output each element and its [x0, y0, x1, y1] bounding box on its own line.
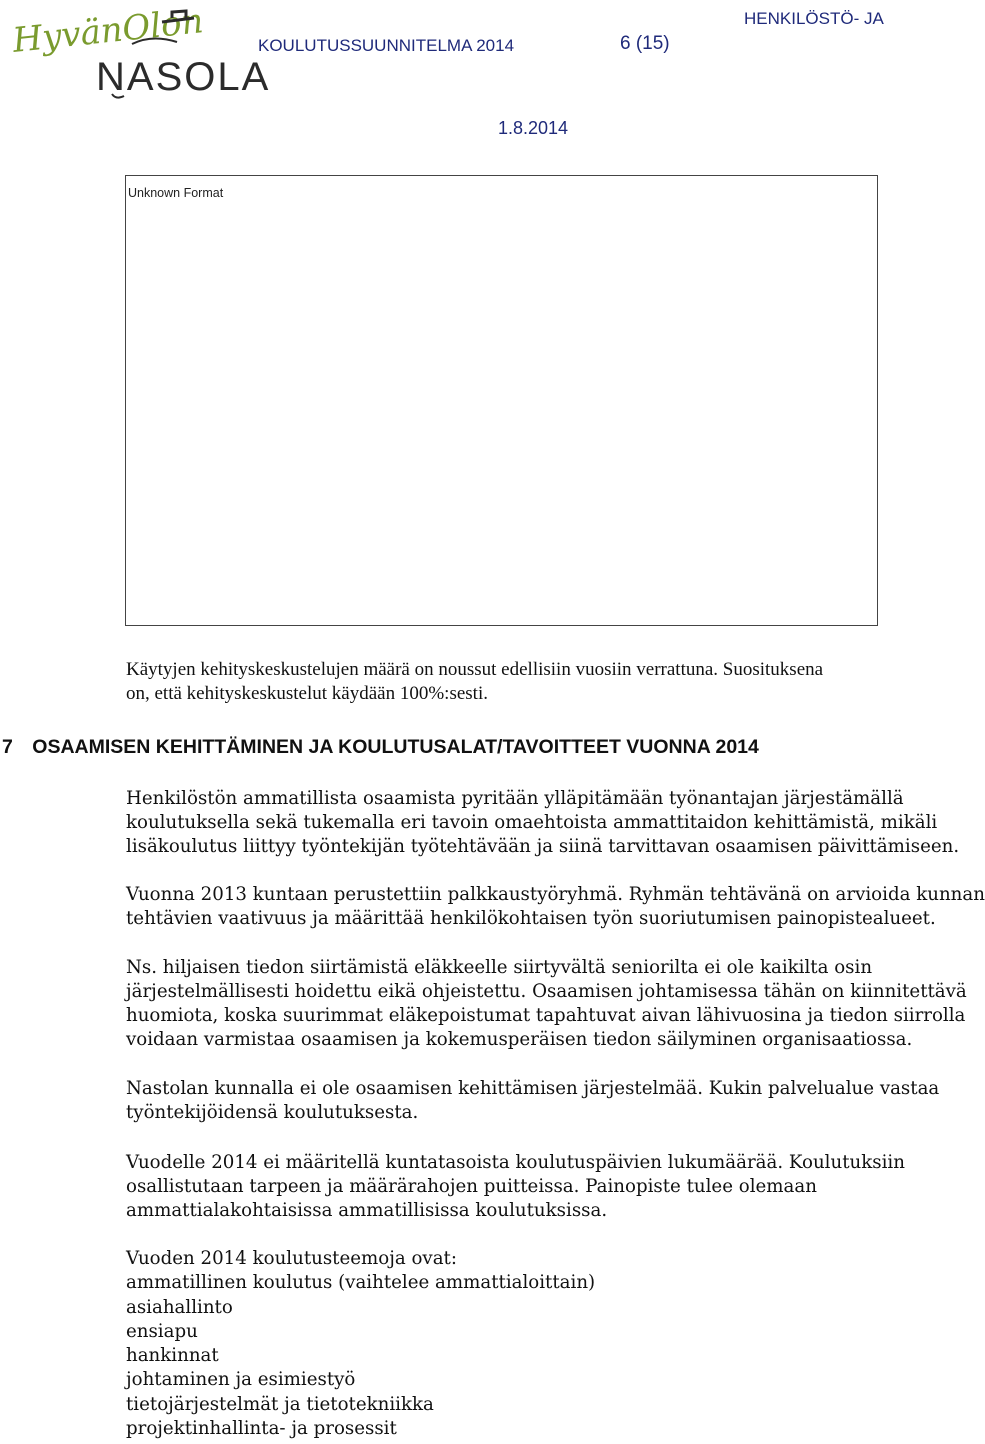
unknown-format-label: Unknown Format [128, 186, 224, 200]
themes-intro: Vuoden 2014 koulutusteemoja ovat: [126, 1248, 457, 1269]
section-heading [2, 736, 759, 759]
paragraph-3-line-2: järjestelmällisesti hoidettu eikä ohjeistettu. Osaamisen johtamisessa tähän on kiinnitettävä [126, 981, 967, 1002]
nastola-logo [10, 1, 271, 104]
paragraph-4-line-2: työntekijöidensä koulutuksesta. [126, 1102, 419, 1123]
paragraph-4-line-1: Nastolan kunnalla ei ole osaamisen kehittämisen järjestelmää. Kukin palvelualue vastaa [126, 1078, 940, 1099]
paragraph-2-line-2: tehtävien vaativuus ja määrittää henkilökohtaisen työn suoriutumisen painopistealueet. [126, 908, 936, 929]
list-item: tietojärjestelmät ja tietotekniikka [126, 1393, 434, 1415]
paragraph-3-line-1: Ns. hiljaisen tiedon siirtämistä eläkkeelle siirtyvältä seniorilta ei ole kaikilta osin [126, 957, 873, 978]
list-item: projektinhallinta- ja prosessit [126, 1418, 397, 1440]
section-number: 7 [2, 736, 13, 758]
document-date: 1.8.2014 [498, 118, 569, 138]
figure-caption-line-1: Käytyjen kehityskeskustelujen määrä on noussut edellisiin vuosiin verrattuna. Suosituksena [126, 659, 824, 680]
paragraph-5-line-2: osallistutaan tarpeen ja määrärahojen puitteissa. Painopiste tulee olemaan [126, 1176, 817, 1197]
list-item: ensiapu [126, 1320, 198, 1342]
paragraph-3-line-3: huomiota, koska suurimmat eläkepoistumat tapahtuvat aivan lähivuosina ja tiedon siirrolla [126, 1005, 966, 1026]
paragraph-5-line-1: Vuodelle 2014 ei määritellä kuntatasoista koulutuspäivien lukumäärää. Koulutuksiin [126, 1152, 905, 1173]
paragraph-1-line-2: koulutuksella sekä tukemalla eri tavoin omaehtoista ammattitaidon kehittämistä, mikäli [126, 812, 938, 833]
list-item: asiahallinto [126, 1296, 233, 1318]
nastola-logo-mark [10, 1, 271, 104]
department-label: HENKILÖSTÖ- JA [744, 9, 884, 28]
training-themes-list [126, 1247, 595, 1441]
paragraph-2-line-1: Vuonna 2013 kuntaan perustettiin palkkaustyöryhmä. Ryhmän tehtävänä on arvioida kunnan [126, 884, 985, 905]
paragraph-3-line-4: voidaan varmistaa osaamisen ja kokemusperäisen tiedon säilyminen organisaatiossa. [126, 1029, 913, 1050]
paragraph-1-line-1: Henkilöstön ammatillista osaamista pyritään ylläpitämään työnantajan järjestämällä [126, 788, 904, 809]
logo-caps-text: NASOLA [96, 55, 271, 99]
logo-script-text: HyvänOlon [10, 1, 206, 61]
document-title: KOULUTUSSUUNNITELMA 2014 [258, 36, 515, 55]
list-item: ammatillinen koulutus (vaihtelee ammattialoittain) [126, 1272, 596, 1294]
paragraph-5-line-3: ammattialakohtaisissa ammatillisissa koulutuksissa. [126, 1200, 608, 1221]
page-number: 6 (15) [620, 33, 670, 54]
figure-caption-line-2: on, että kehityskeskustelut käydään 100%:sesti. [126, 683, 488, 704]
list-item: hankinnat [126, 1345, 219, 1367]
list-item: johtaminen ja esimiestyö [126, 1369, 356, 1391]
paragraph-1-line-3: lisäkoulutus liittyy työntekijän työtehtävään ja siinä tarvittavan osaamisen päivittämiseen. [126, 836, 960, 857]
section-title: OSAAMISEN KEHITTÄMINEN JA KOULUTUSALAT/TAVOITTEET VUONNA 2014 [32, 736, 759, 758]
embedded-image-placeholder [125, 175, 878, 626]
